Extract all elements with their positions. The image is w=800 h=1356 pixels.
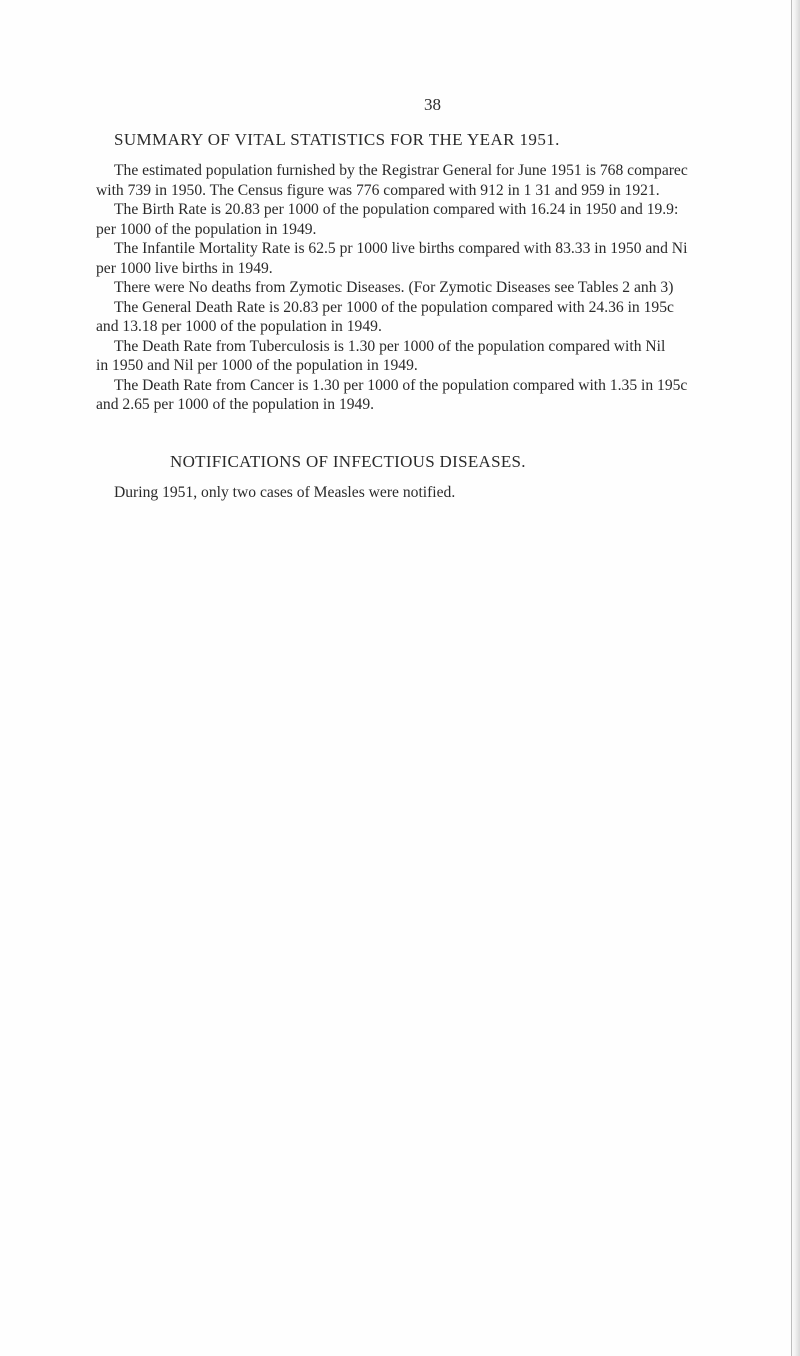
summary-line: The Death Rate from Tuberculosis is 1.30 per 1000 of the population compared with Nil bbox=[114, 337, 666, 355]
summary-line: The estimated population furnished by the Registrar General for June 1951 is 768 comparec bbox=[114, 162, 688, 179]
summary-line: The Death Rate from Cancer is 1.30 per 1000 of the population compared with 1.35 in 195c bbox=[114, 376, 688, 394]
summary-line: with 739 in 1950. The Census figure was 776 compared with 912 in 1 31 and 959 in 1921. bbox=[96, 181, 660, 199]
notifications-text: During 1951, only two cases of Measles were notified. bbox=[114, 484, 456, 501]
page-title: SUMMARY OF VITAL STATISTICS FOR THE YEAR 1951. bbox=[114, 130, 560, 149]
summary-line: per 1000 live births in 1949. bbox=[96, 259, 273, 277]
summary-line: and 13.18 per 1000 of the population in 1949. bbox=[96, 318, 382, 335]
summary-line: per 1000 of the population in 1949. bbox=[96, 220, 317, 238]
summary-line: in 1950 and Nil per 1000 of the population in 1949. bbox=[96, 357, 418, 374]
page-number: 38 bbox=[424, 95, 441, 114]
summary-line: and 2.65 per 1000 of the population in 1949. bbox=[96, 396, 375, 413]
summary-text bbox=[96, 161, 800, 415]
page-edge-line bbox=[791, 0, 792, 1356]
notifications-heading: NOTIFICATIONS OF INFECTIOUS DISEASES. bbox=[170, 452, 526, 471]
summary-line: The General Death Rate is 20.83 per 1000 of the population compared with 24.36 in 195c bbox=[114, 298, 674, 316]
summary-line: The Birth Rate is 20.83 per 1000 of the population compared with 16.24 in 1950 and 19.9: bbox=[114, 201, 679, 218]
summary-line: There were No deaths from Zymotic Diseases. (For Zymotic Diseases see Tables 2 anh 3) bbox=[114, 279, 674, 296]
summary-line: The Infantile Mortality Rate is 62.5 pr 1000 live births compared with 83.33 in 1950 and Ni bbox=[114, 240, 688, 257]
